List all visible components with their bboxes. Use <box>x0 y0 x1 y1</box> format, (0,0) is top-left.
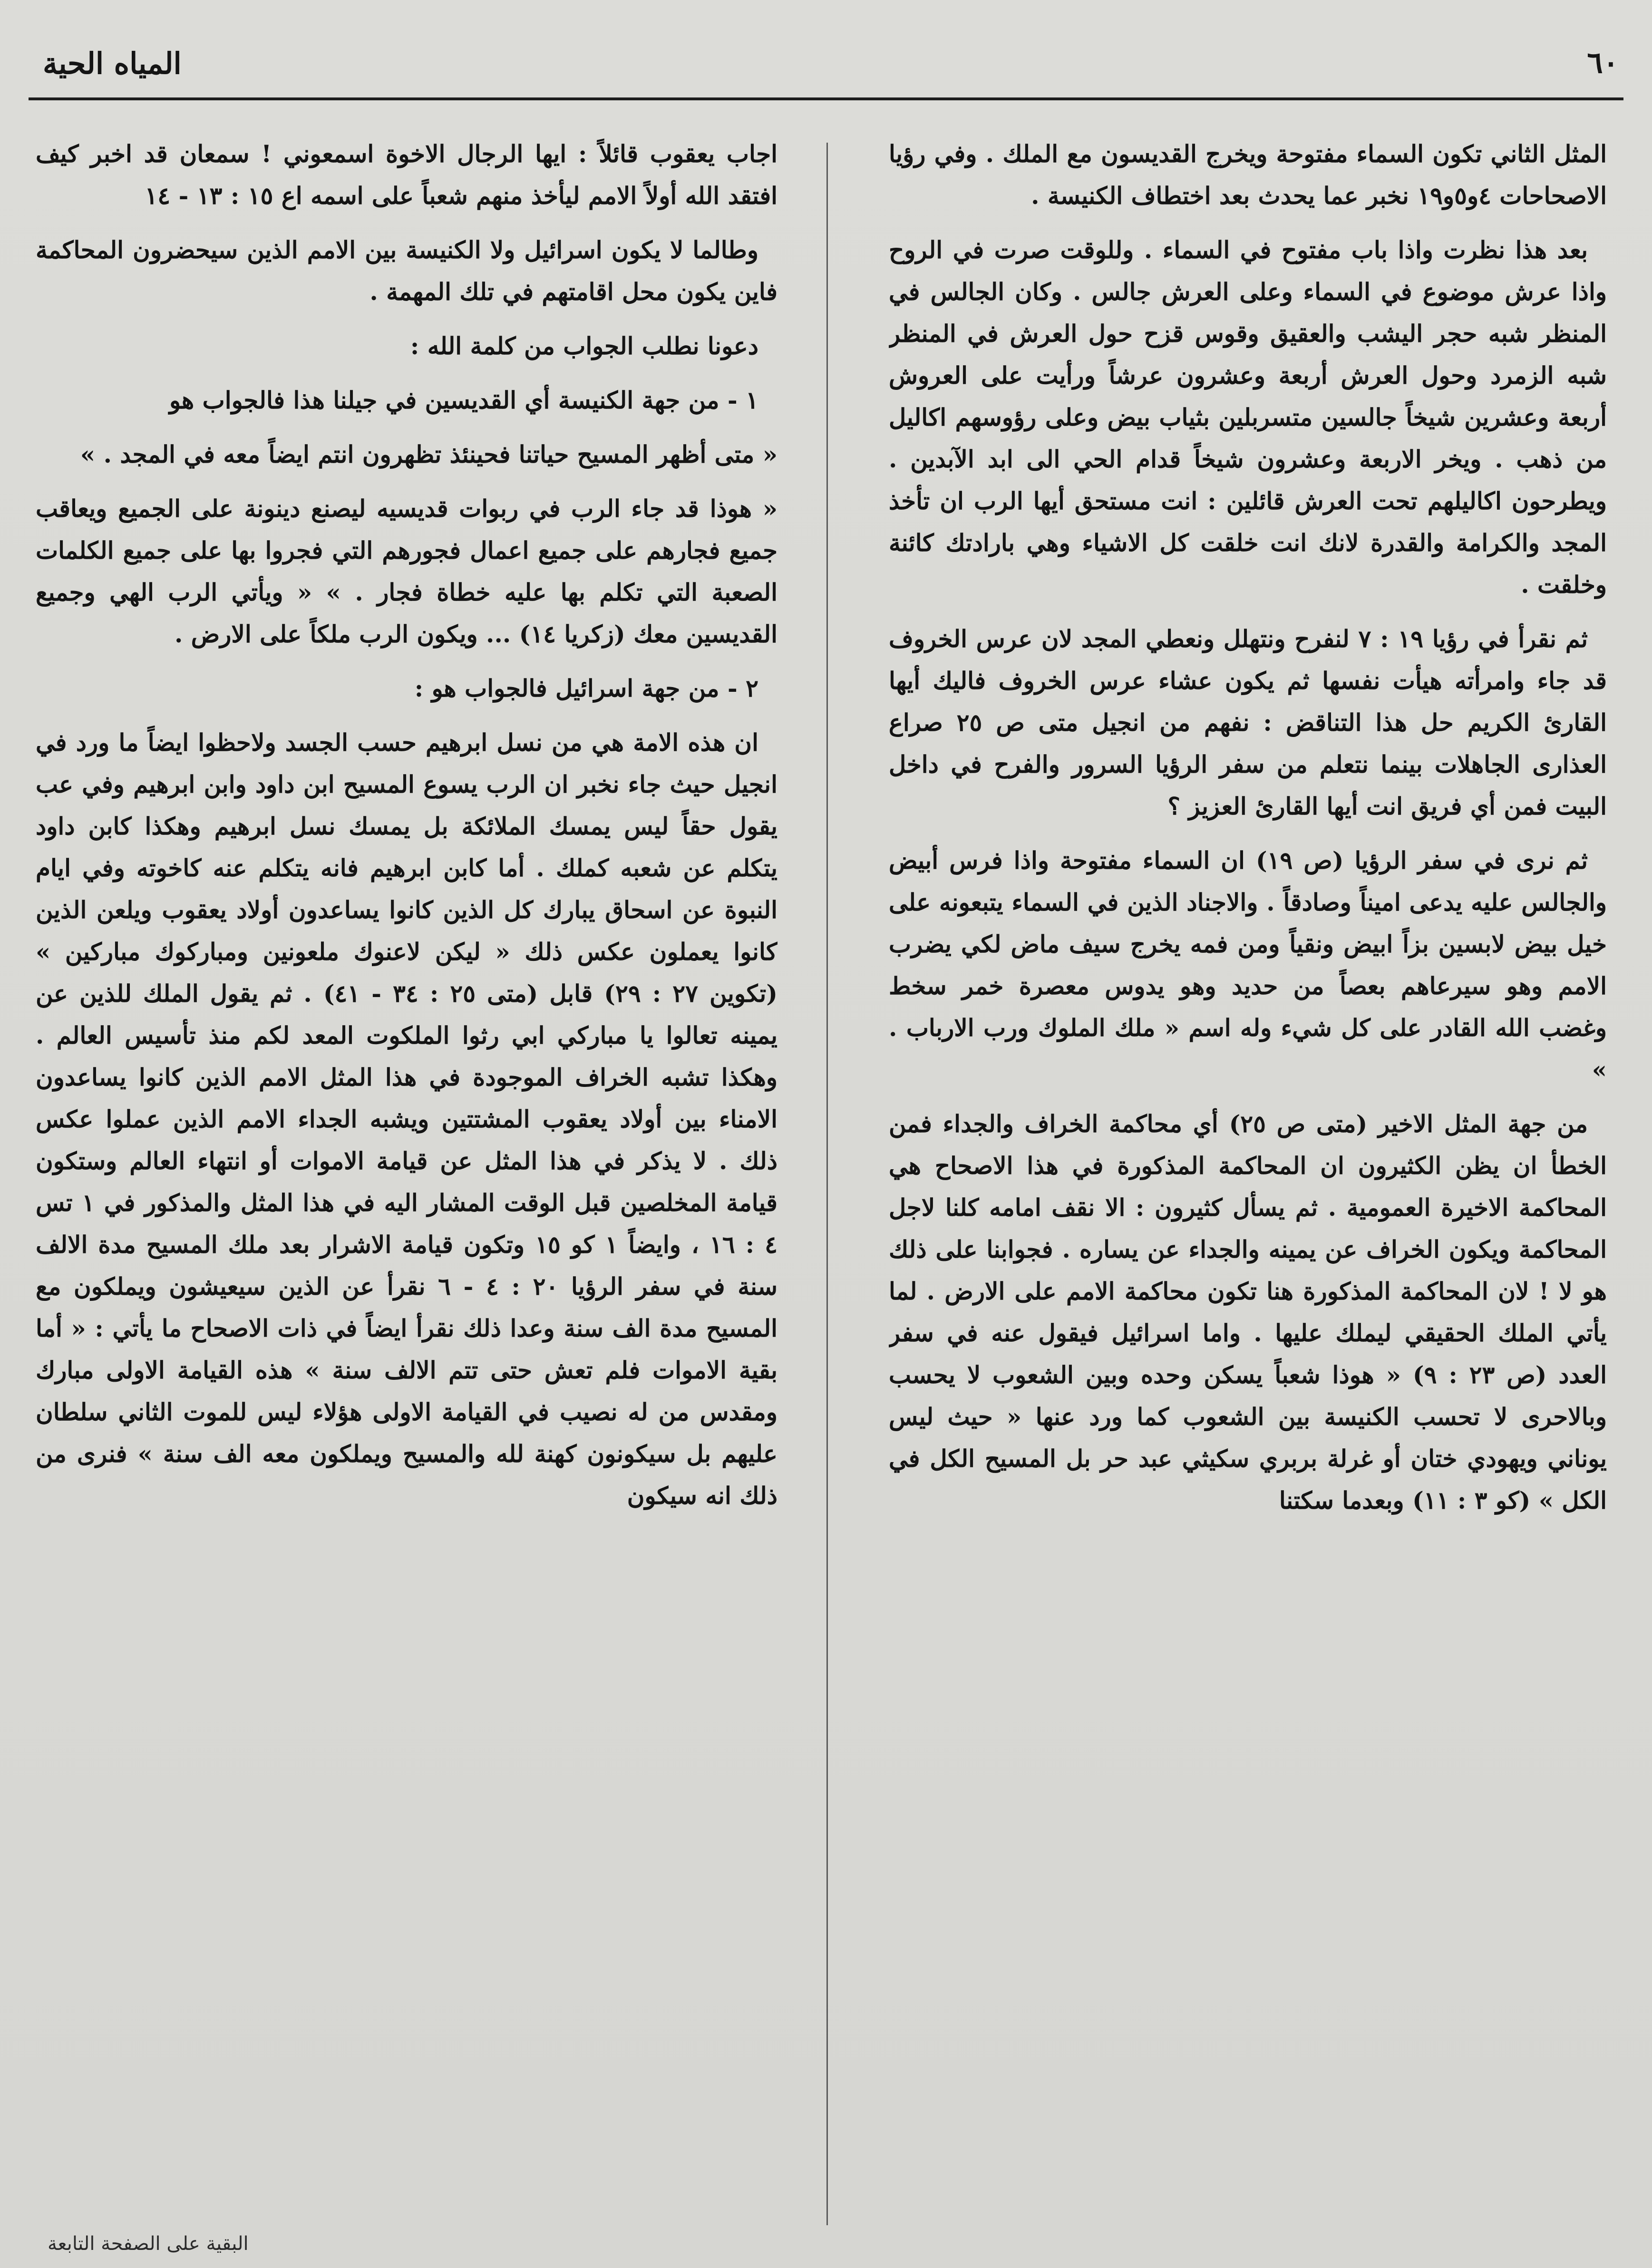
body-paragraph: دعونا نطلب الجواب من كلمة الله : <box>410 332 758 360</box>
body-paragraph: بعد هذا نظرت واذا باب مفتوح في السماء . وللوقت صرت في الروح واذا عرش موضوع في السماء وعلى العرش جالس . وكان الجالس في المنظر شبه حجر اليشب والعقيق وقوس قزح حول العرش في المنظر شبه الزمرد وحول العرش أربعة وعشرون عرشاً ورأيت على العروش أربعة وعشرين شيخاً جالسين متسربلين بثياب بيض وعلى رؤوسهم اكاليل من ذهب . ويخر الاربعة وعشرون شيخاً قدام الحي الى ابد الآبدين . ويطرحون اكاليلهم تحت العرش قائلين : انت مستحق أيها الرب ان تأخذ المجد والكرامة والقدرة لانك انت خلقت كل الاشياء وهي بارادتك كائنة وخلقت . <box>889 236 1607 599</box>
body-paragraph: ان هذه الامة هي من نسل ابرهيم حسب الجسد ولاحظوا ايضاً ما ورد في انجيل حيث جاء نخبر ان الرب يسوع المسيح ابن داود وابن ابرهيم وفي عب يقول حقاً ليس يمسك الملائكة بل يمسك نسل ابرهيم وهكذا كابن داود يتكلم عن شعبه كملك . أما كابن ابرهيم فانه يتكلم عنه كاخوته وفي ايام النبوة عن اسحاق يبارك كل الذين كانوا يساعدون أولاد يعقوب ويلعن الذين كانوا يعملون عكس ذلك « ليكن لاعنوك ملعونين ومباركوك مباركين » (تكوين ٢٧ : ٢٩) قابل (متى ٢٥ : ٣٤ - ٤١) . ثم يقول الملك للذين عن يمينه تعالوا يا مباركي ابي رثوا الملكوت المعد لكم منذ تأسيس العالم . وهكذا تشبه الخراف الموجودة في هذا المثل الامم الذين كانوا يساعدون الامناء بين أولاد يعقوب المشتتين ويشبه الجداء الامم الذين عملوا عكس ذلك . لا يذكر في هذا المثل عن قيامة الاموات أو انتهاء العالم وستكون قيامة المخلصين قبل الوقت المشار اليه في هذا المثل والمذكور في ١ تس ٤ : ١٦ ، وايضاً ١ كو ١٥ وتكون قيامة الاشرار بعد ملك المسيح مدة الالف سنة في سفر الرؤيا ٢٠ : ٤ - ٦ نقرأ عن الذين سيعيشون ويملكون مع المسيح مدة الف سنة وعدا ذلك نقرأ ايضاً في ذات الاصحاح ما يأتي : « أما بقية الاموات فلم تعش حتى تتم الالف سنة » هذه القيامة الاولى مبارك ومقدس من له نصيب في القيامة الاولى هؤلاء ليس للموت الثاني سلطان عليهم بل سيكونون كهنة لله والمسيح ويملكون معه الف سنة » فنرى من ذلك انه سيكون <box>36 728 777 1510</box>
continued-note: البقية على الصفحة التابعة <box>48 2233 249 2255</box>
right-column <box>889 133 1607 2216</box>
scripture-quote: « متى أظهر المسيح حياتنا فحينئذ تظهرون انتم ايضاً معه في المجد . » <box>80 440 777 468</box>
column-divider <box>826 143 828 2225</box>
running-title: المياه الحية <box>43 46 182 81</box>
body-paragraph: ثم نرى في سفر الرؤيا (ص ١٩) ان السماء مفتوحة واذا فرس أبيض والجالس عليه يدعى اميناً وصادقاً . والاجناد الذين في السماء يتبعونه على خيل بيض لابسين بزاً ابيض ونقياً ومن فمه يخرج سيف ماض لكي يضرب الامم وهو سيرعاهم بعصاً من حديد وهو يدوس معصرة خمر سخط وغضب الله القادر على كل شيء وله اسم « ملك الملوك ورب الارباب . » <box>889 846 1607 1084</box>
left-column <box>36 133 777 2216</box>
page-header <box>29 36 1623 93</box>
body-paragraph: وطالما لا يكون اسرائيل ولا الكنيسة بين الامم الذين سيحضرون المحاكمة فاين يكون محل اقامتهم في تلك المهمة . <box>36 236 777 306</box>
page-number: ٦٠ <box>1587 45 1619 80</box>
body-paragraph: من جهة المثل الاخير (متى ص ٢٥) أي محاكمة الخراف والجداء فمن الخطأ ان يظن الكثيرون ان المحاكمة المذكورة في هذا الاصحاح هي المحاكمة الاخيرة العمومية . ثم يسأل كثيرون : الا نقف امامه كلنا لاجل المحاكمة ويكون الخراف عن يمينه والجداء عن يساره . فجوابنا على ذلك هو لا ! لان المحاكمة المذكورة هنا تكون محاكمة الامم على الارض . لما يأتي الملك الحقيقي ليملك عليها . واما اسرائيل فيقول عنه في سفر العدد (ص ٢٣ : ٩) « هوذا شعباً يسكن وحده وبين الشعوب لا يحسب وبالاحرى لا تحسب الكنيسة بين الشعوب كما ورد عنها « حيث ليس يوناني ويهودي ختان أو غرلة بربري سكيثي عبد حر بل المسيح الكل في الكل » (كو ٣ : ١١) وبعدما سكتنا <box>889 1110 1607 1514</box>
numbered-paragraph: ١ - من جهة الكنيسة أي القديسين في جيلنا هذا فالجواب هو <box>169 386 758 414</box>
body-paragraph: ثم نقرأ في رؤيا ١٩ : ٧ لنفرح ونتهلل ونعطي المجد لان عرس الخروف قد جاء وامرأته هيأت نفسها ثم يكون عشاء عرس الخروف فاليك أيها القارئ الكريم حل هذا التناقض : نفهم من انجيل متى ص ٢٥ صراع العذارى الجاهلات بينما نتعلم من سفر الرؤيا السرور والفرح في داخل البيت فمن أي فريق انت أيها القارئ العزيز ؟ <box>889 625 1607 820</box>
header-rule <box>29 97 1623 100</box>
body-paragraph: اجاب يعقوب قائلاً : ايها الرجال الاخوة اسمعوني ! سمعان قد اخبر كيف افتقد الله أولاً الامم ليأخذ منهم شعباً على اسمه اع ١٥ : ١٣ - ١٤ <box>36 140 777 210</box>
numbered-paragraph: ٢ - من جهة اسرائيل فالجواب هو : <box>414 674 758 702</box>
scripture-quote: « هوذا قد جاء الرب في ربوات قديسيه ليصنع دينونة على الجميع ويعاقب جميع فجارهم على جميع اعمال فجورهم التي فجروا بها على جميع الكلمات الصعبة التي تكلم بها عليه خطاة فجار . » « ويأتي الرب الهي وجميع القديسين معك (زكريا ١٤) ... ويكون الرب ملكاً على الارض . <box>36 494 777 648</box>
body-paragraph: المثل الثاني تكون السماء مفتوحة ويخرج القديسون مع الملك . وفي رؤيا الاصحاحات ٤و٥و١٩ نخبر عما يحدث بعد اختطاف الكنيسة . <box>889 140 1607 210</box>
